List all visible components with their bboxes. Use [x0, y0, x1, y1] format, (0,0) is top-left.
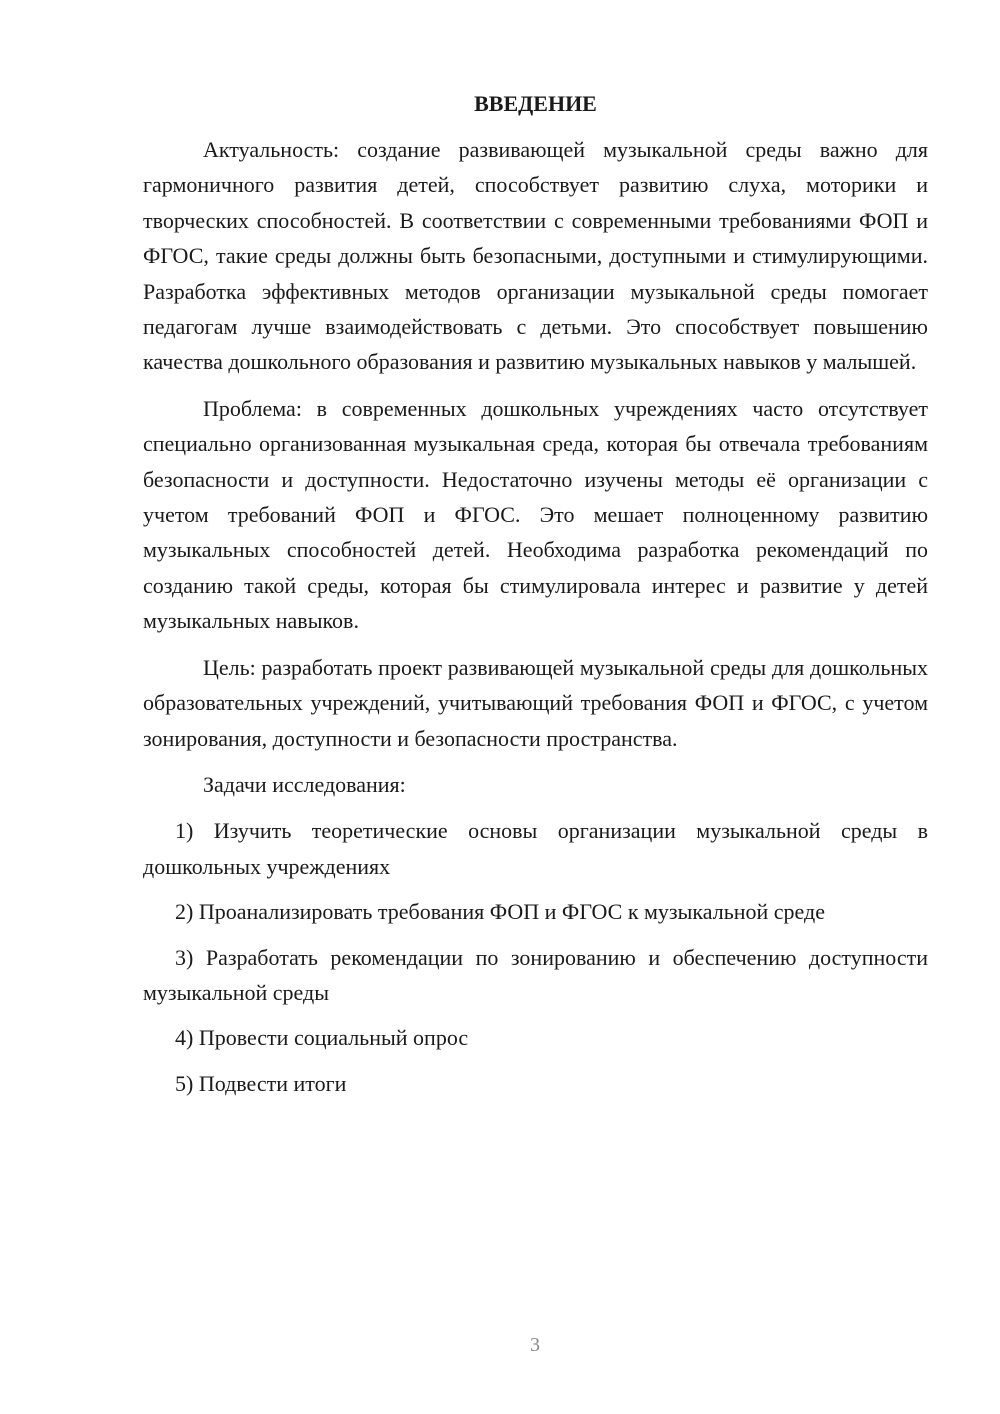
paragraph-goal: Цель: разработать проект развивающей музыкальной среды для дошкольных образовательных учреждений, учитывающий требования ФОП и ФГОС, с учетом зонирования, доступности и безопасности пространства. [143, 654, 928, 751]
task-item: 1) Изучить теоретические основы организации музыкальной среды в дошкольных учреждениях [143, 818, 928, 879]
task-item: 4) Провести социальный опрос [175, 1025, 469, 1051]
task-item: 2) Проанализировать требования ФОП и ФГОС к музыкальной среде [175, 899, 825, 925]
paragraph-problem: Проблема: в современных дошкольных учреждениях часто отсутствует специально организованная музыкальная среда, которая бы отвечала требованиям безопасности и доступности. Недостаточно изучены методы её организации с учетом требований ФОП и ФГОС. Это мешает полноценному развитию музыкальных способностей детей. Необходима разработка рекомендаций по созданию такой среды, которая бы стимулировала интерес и развитие у детей музыкальных навыков. [143, 395, 928, 634]
task-item: 5) Подвести итоги [175, 1070, 347, 1096]
paragraph-relevance: Актуальность: создание развивающей музыкальной среды важно для гармоничного развития детей, способствует развитию слуха, моторики и творческих способностей. В соответствии с современными требованиями ФОП и ФГОС, такие среды должны быть безопасными, доступными и стимулирующими. Разработка эффективных методов организации музыкальной среды помогает педагогам лучше взаимодействовать с детьми. Это способствует повышению качества дошкольного образования и развитию музыкальных навыков у малышей. [143, 137, 928, 375]
task-item: 3) Разработать рекомендации по зонированию и обеспечению доступности музыкальной среды [143, 944, 928, 1005]
page-title: ВВЕДЕНИЕ [474, 91, 597, 116]
tasks-heading: Задачи исследования: [203, 771, 406, 797]
page-number: 3 [530, 1334, 540, 1356]
document-page [143, 90, 928, 1111]
